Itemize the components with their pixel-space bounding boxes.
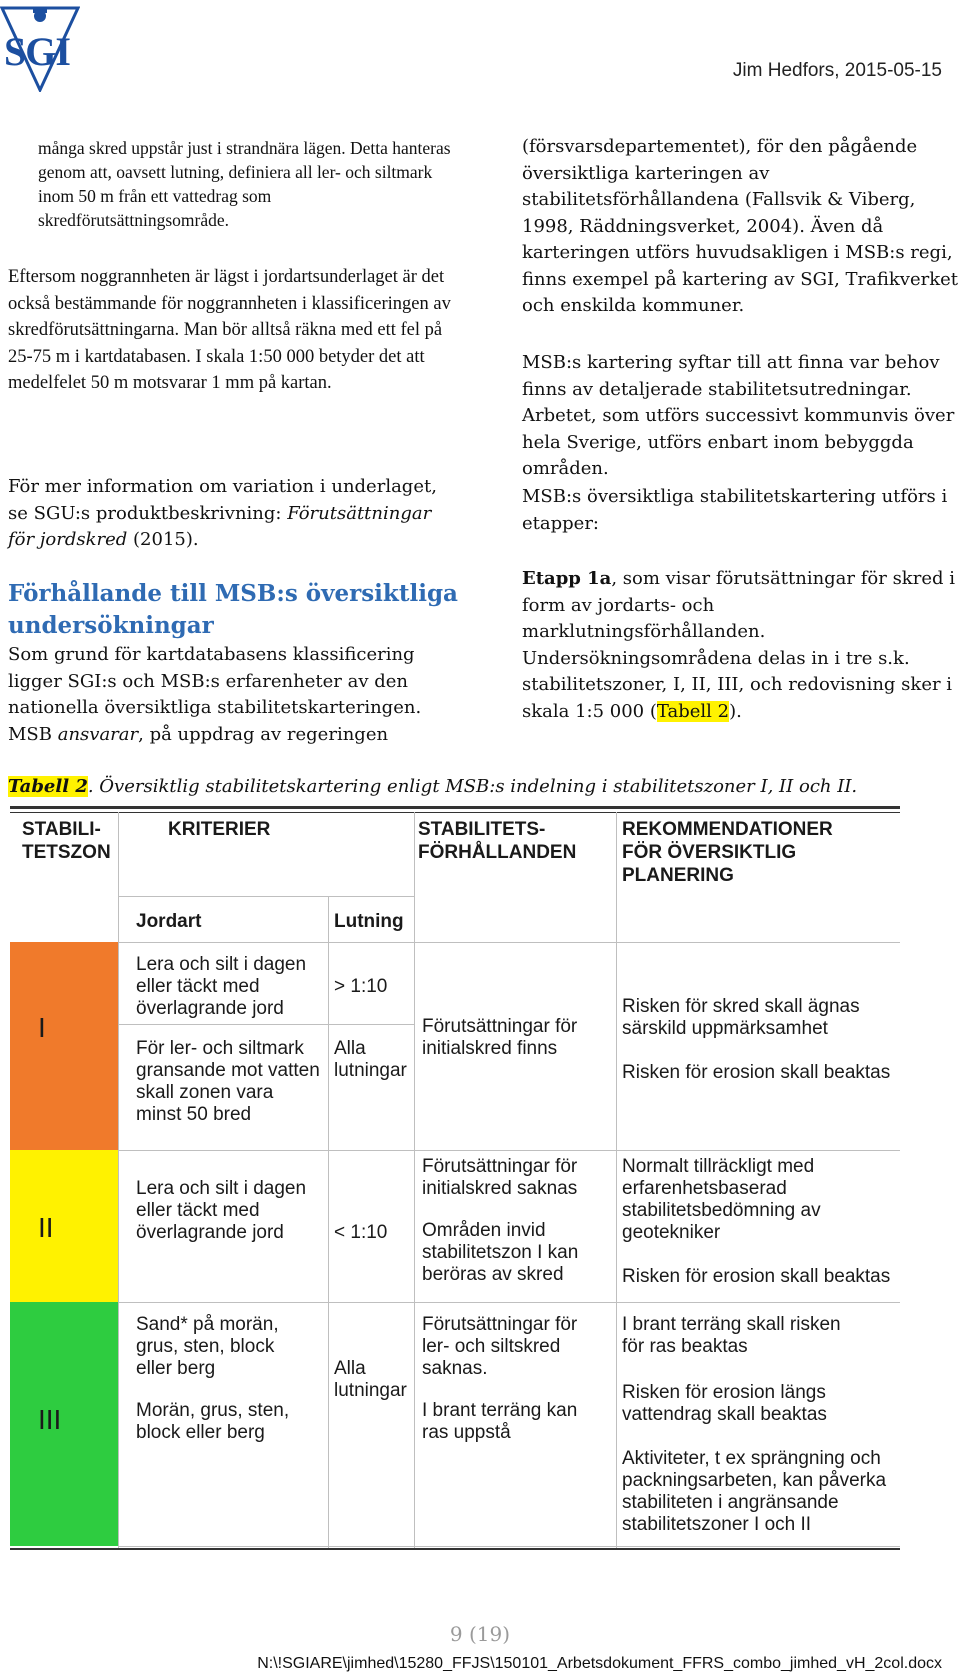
zone-iii-conditions-2: I brant terräng kan ras uppstå [422,1400,578,1443]
zone-ii-conditions-1: Förutsättningar för initialskred saknas [422,1156,578,1199]
zone-iii-recommendation-1: I brant terräng skall risken för ras beaktas [622,1314,841,1357]
zone-ii-recommendation-1: Normalt tillräckligt med erfarenhetsbaserad stabilitetsbedömning av geotekniker [622,1156,821,1243]
right-paragraph-2: MSB:s kartering syftar till att finna var behov finns av detaljerade stabilitetsutredningar. Arbetet, som utförs successivt kommunvis över hela Sverige, utförs enbart inom bebyggda områden. [522,352,955,479]
left-paragraph-3: För mer information om variation i underlaget, se SGU:s produktbeskrivning: Förutsättningar för jordskred (2015). [8,476,437,550]
zone-iii-recommendation-2: Risken för erosion längs vattendrag skall beaktas [622,1382,827,1425]
zone-i-color-block [10,942,118,1150]
zone-ii-label: II [38,1212,54,1243]
zone-iii-recommendation-3: Aktiviteter, t ex sprängning och packningsarbeten, kan påverka stabiliteten i angränsande stabilitetszoner I och II [622,1448,887,1535]
zone-iii-jordart-1: Sand* på morän, grus, sten, block eller berg [136,1314,279,1379]
header-lutning: Lutning [334,911,404,932]
zone-i-recommendation-1: Risken för skred skall ägnas särskild uppmärksamhet [622,996,860,1039]
zone-ii-jordart-1: Lera och silt i dagen eller täckt med överlagrande jord [136,1178,307,1243]
zone-ii-conditions-2: Områden invid stabilitetszon I kan beröras av skred [422,1220,579,1285]
zone-iii-label: III [38,1404,62,1435]
section-heading: Förhållande till MSB:s översiktliga undersökningar [8,580,458,639]
table-caption: Tabell 2. Översiktlig stabilitetskartering enligt MSB:s indelning i stabilitetszoner I, II och II. [8,776,858,797]
zone-i-lutning-1: > 1:10 [334,976,388,997]
right-paragraph-3: MSB:s översiktliga stabilitetskartering utförs i etapper: [522,486,948,534]
zone-ii-color-block [10,1150,118,1302]
table-reference-link[interactable]: Tabell 2 [656,700,730,722]
header-recommendations: REKOMMENDATIONER FÖR ÖVERSIKTLIG PLANERING [622,819,833,886]
header-zone: STABILI- TETSZON [22,819,111,863]
zone-ii-lutning-1: < 1:10 [334,1222,388,1243]
zone-iii-jordart-2: Morän, grus, sten, block eller berg [136,1400,290,1443]
right-paragraph-4: Etapp 1a, som visar förutsättningar för skred i form av jordarts- och marklutningsförhållanden. Undersökningsområdena delas in i tre s.k. stabilitetszoner, I, II, III, och redovisning sker i skala 1:5 000 (Tabell 2). [522,568,955,722]
right-paragraph-1: (försvarsdepartementet), för den pågående översiktliga karteringen av stabilitetsförhållandena (Fallsvik & Viberg, 1998, Räddningsverket, 2004). Även då karteringen utförs huvudsakligen i MSB:s regi, finns exempel på kartering av SGI, Trafikverket och enskilda kommuner. [522,136,958,316]
zone-i-jordart-1: Lera och silt i dagen eller täckt med överlagrande jord [136,954,307,1019]
file-path: N:\!SGIARE\jimhed\15280_FFJS\150101_Arbetsdokument_FFRS_combo_jimhed_vH_2col.docx [257,1655,942,1672]
zone-i-label: I [38,1012,46,1043]
left-paragraph-2: Eftersom noggrannheten är lägst i jordartsunderlaget är det också bestämmande för noggrannheten i klassificeringen av skredförutsättningarna. Man bör alltså räkna med ett fel på 25-75 m i kartdatabasen. I skala 1:50 000 betyder det att medelfelet 50 m motsvarar 1 mm på kartan. [8,267,451,393]
sgi-logo [0,0,80,92]
logo-text: SGI [4,29,70,74]
zone-ii-recommendation-2: Risken för erosion skall beaktas [622,1266,891,1287]
header-jordart: Jordart [136,911,202,932]
author-date: Jim Hedfors, 2015-05-15 [732,60,942,81]
left-paragraph-4: Som grund för kartdatabasens klassificering ligger SGI:s och MSB:s erfarenheter av den nationella översiktliga stabilitetskarteringen. MSB ansvarar, på uppdrag av regeringen [8,644,422,745]
zone-iii-color-block [10,1302,118,1546]
left-paragraph-1: många skred uppstår just i strandnära lägen. Detta hanteras genom att, oavsett lutning, definiera all ler- och siltmark inom 50 m från ett vattedrag som skredförutsättningsområde. [38,138,451,230]
zone-i-jordart-2: För ler- och siltmark gransande mot vatten skall zonen vara minst 50 bred [136,1038,320,1125]
page-number: 9 (19) [449,1622,511,1646]
zone-iii-conditions-1: Förutsättningar för ler- och siltskred saknas. [422,1314,578,1379]
header-conditions: STABILITETS- FÖRHÅLLANDEN [418,819,577,863]
zone-iii-lutning-1: Alla lutningar [334,1358,407,1401]
stability-zone-table [10,806,900,1551]
caption-label: Tabell 2 [8,776,88,797]
header-criteria: KRITERIER [168,819,271,840]
zone-i-lutning-2: Alla lutningar [334,1038,407,1081]
zone-i-recommendation-2: Risken för erosion skall beaktas [622,1062,891,1083]
zone-i-conditions: Förutsättningar för initialskred finns [422,1016,578,1059]
